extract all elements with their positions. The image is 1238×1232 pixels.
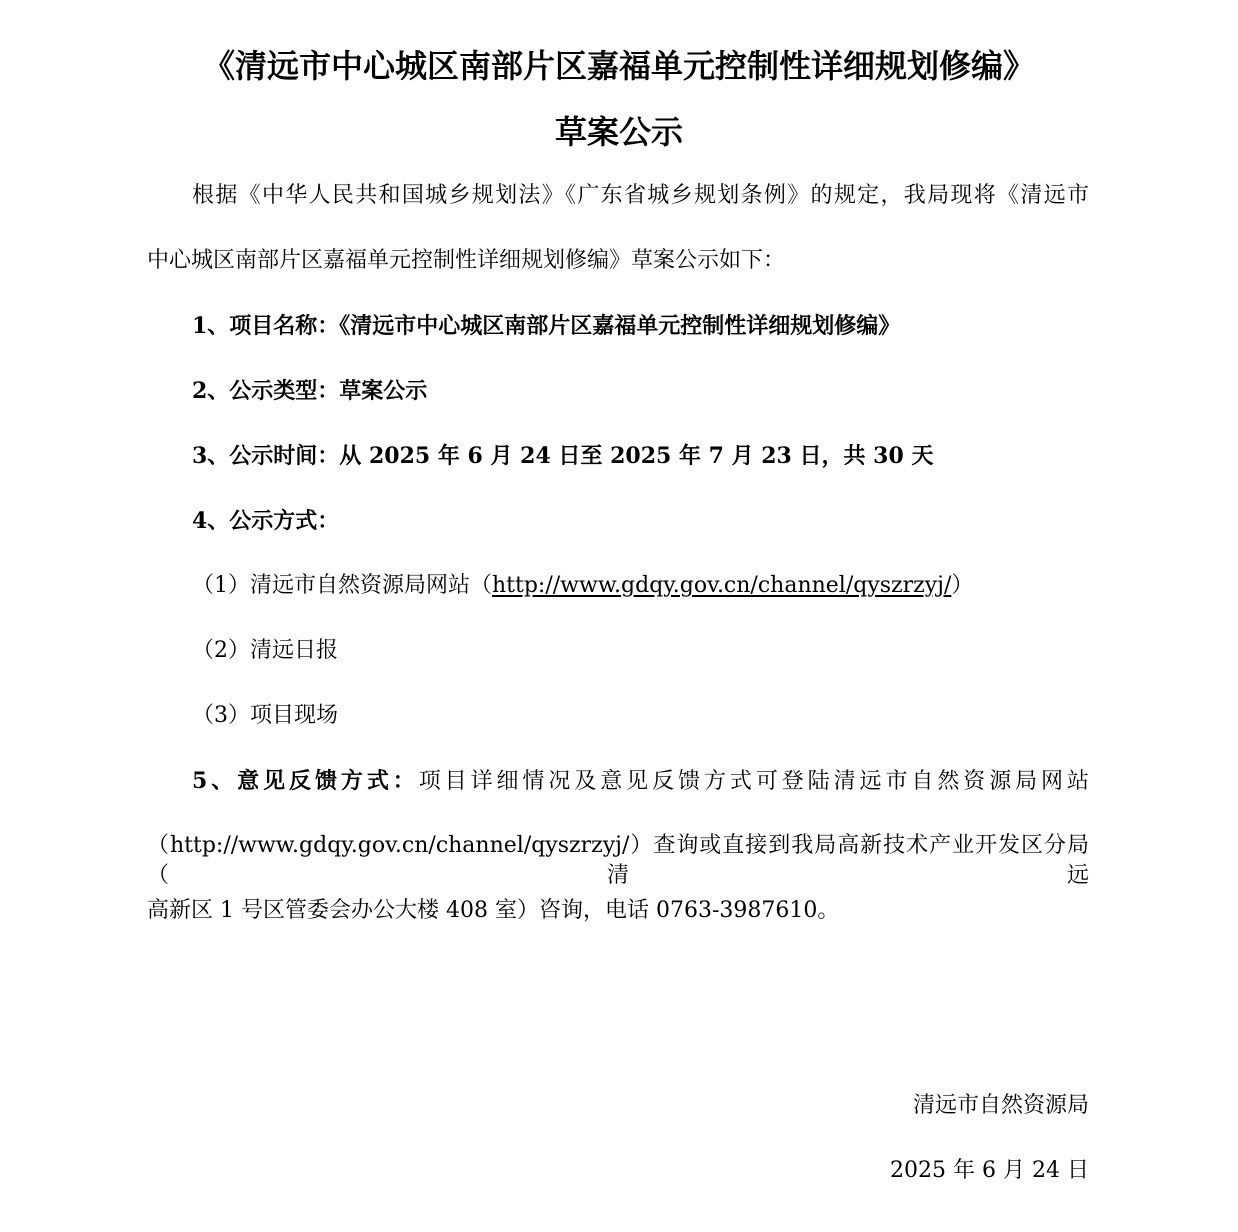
- method-website-suffix: ）: [951, 573, 974, 598]
- method-newspaper: （2）清远日报: [192, 638, 338, 663]
- method-website: [192, 571, 973, 601]
- website-link[interactable]: http://www.gdqy.gov.cn/channel/qyszrzyj/: [492, 573, 952, 598]
- item-notice-period: 3、公示时间：从 2025 年 6 月 24 日至 2025 年 7 月 23 日，共 30 天: [192, 443, 934, 469]
- item-project-name: 1、项目名称：《清远市中心城区南部片区嘉福单元控制性详细规划修编》: [192, 313, 901, 339]
- method-website-prefix: （1）清远市自然资源局网站（: [192, 573, 492, 598]
- item-feedback-line-2: （http://www.gdqy.gov.cn/channel/qyszrzyj/）查询或直接到我局高新技术产业开发区分局（清远: [147, 833, 1089, 888]
- feedback-text-1: 项目详细情况及意见反馈方式可登陆清远市自然资源局网站: [418, 769, 1089, 794]
- document-subtitle: 草案公示: [554, 113, 683, 151]
- intro-paragraph-line-2: 中心城区南部片区嘉福单元控制性详细规划修编》草案公示如下：: [147, 248, 786, 273]
- item-feedback-line-1: [192, 766, 1089, 797]
- feedback-label: 5、意见反馈方式：: [192, 768, 419, 794]
- item-notice-type: 2、公示类型：草案公示: [192, 378, 428, 404]
- intro-paragraph-line-1: 根据《中华人民共和国城乡规划法》《广东省城乡规划条例》的规定，我局现将《清远市: [192, 183, 1089, 208]
- item-feedback-line-3: 高新区 1 号区管委会办公大楼 408 室）咨询，电话 0763-3987610。: [147, 898, 840, 923]
- document-title: 《清远市中心城区南部片区嘉福单元控制性详细规划修编》: [202, 47, 1035, 85]
- method-site: （3）项目现场: [192, 703, 338, 728]
- item-notice-method: 4、公示方式：: [192, 508, 340, 534]
- signature-organization: 清远市自然资源局: [912, 1093, 1089, 1118]
- signature-date: 2025 年 6 月 24 日: [890, 1158, 1089, 1183]
